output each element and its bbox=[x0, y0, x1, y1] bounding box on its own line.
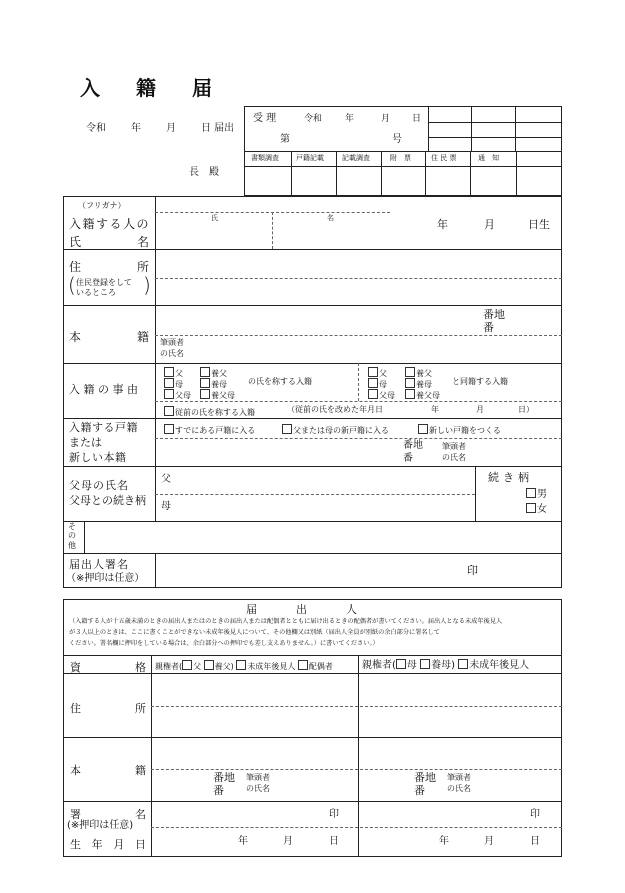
reason-former-month: 月 bbox=[476, 405, 484, 414]
relation-female: 女 bbox=[537, 504, 547, 515]
right-birth-day: 日 bbox=[530, 836, 540, 847]
target-parent-new: 父または母の新戸籍に入る bbox=[293, 426, 389, 435]
other-field[interactable] bbox=[86, 523, 560, 551]
reason-right-father-checkbox[interactable] bbox=[368, 367, 378, 377]
notifier-addr-label-2: 所 bbox=[135, 702, 146, 715]
notifier-sign-note: (※押印は任意) bbox=[67, 820, 134, 831]
father-name-field[interactable] bbox=[175, 468, 473, 492]
notifier-honseki-label-1: 本 bbox=[70, 764, 81, 777]
reason-right-adoptive-parents-checkbox[interactable] bbox=[405, 389, 415, 399]
right-qual-mother-checkbox[interactable] bbox=[396, 659, 406, 669]
reason-right-mother-checkbox[interactable] bbox=[368, 378, 378, 388]
mother-name-field[interactable] bbox=[175, 496, 473, 519]
title-char-1: 入 bbox=[80, 76, 102, 100]
person-label-shi: 氏 bbox=[69, 235, 82, 249]
reason-left-parents-checkbox[interactable] bbox=[164, 389, 174, 399]
notifier-honseki-label-2: 籍 bbox=[135, 764, 146, 777]
left-birth-year: 年 bbox=[238, 836, 248, 847]
target-label-3: 新しい本籍 bbox=[69, 451, 127, 464]
address-label-2: 所 bbox=[136, 260, 149, 274]
office-col-3: 記載調査 bbox=[342, 154, 370, 162]
right-birth-month: 月 bbox=[484, 836, 494, 847]
other-label-1: そ bbox=[68, 522, 76, 531]
juri-reiwa: 令和 bbox=[304, 114, 323, 124]
date-month: 月 bbox=[166, 123, 176, 134]
office-col-1: 書類調査 bbox=[251, 154, 279, 162]
reason-right-adoptive-parents: 養父母 bbox=[416, 391, 440, 400]
honseki-hittousha-2: の氏名 bbox=[160, 349, 184, 358]
reason-left-father-checkbox[interactable] bbox=[164, 367, 174, 377]
left-qual-spouse-checkbox[interactable] bbox=[298, 660, 308, 670]
right-qual-guardian: 未成年後見人 bbox=[469, 660, 530, 671]
reason-right-parents: 父母 bbox=[379, 391, 395, 400]
target-ban: 番 bbox=[403, 453, 413, 464]
birth-month: 月 bbox=[484, 218, 495, 231]
person-name-field[interactable] bbox=[157, 214, 389, 247]
left-qual-father: 父 bbox=[193, 662, 202, 671]
honseki-label-1: 本 bbox=[69, 330, 82, 344]
right-ban: 番 bbox=[414, 784, 425, 797]
notifier-left-address-field[interactable] bbox=[153, 675, 356, 735]
right-qual-shinkensha: 親権者( bbox=[362, 660, 396, 671]
address-label-1: 住 bbox=[69, 260, 82, 274]
reason-left-adoptive-father-checkbox[interactable] bbox=[200, 367, 210, 377]
honseki-hittousha-1: 筆頭者 bbox=[160, 338, 184, 347]
notifier-left-sign-field[interactable] bbox=[153, 803, 323, 825]
left-qual-adoptive-father-checkbox[interactable] bbox=[204, 660, 214, 670]
honseki-field[interactable] bbox=[157, 307, 477, 333]
furigana-label: （フリガナ） bbox=[78, 201, 126, 210]
reason-left-text: の氏を称する入籍 bbox=[248, 377, 312, 386]
office-col-2: 戸籍記載 bbox=[296, 154, 324, 162]
left-ban: 番 bbox=[213, 784, 224, 797]
target-existing: すでにある戸籍に入る bbox=[175, 426, 256, 435]
left-qual-guardian: 未成年後見人 bbox=[247, 662, 296, 671]
date-day-todokede: 日 届出 bbox=[201, 123, 235, 134]
reason-left-parents: 父母 bbox=[175, 391, 191, 400]
reason-left-adoptive-mother-checkbox[interactable] bbox=[200, 378, 210, 388]
honseki-label-2: 籍 bbox=[136, 330, 149, 344]
reason-former-note: （従前の氏を改めた年月日 bbox=[287, 405, 383, 414]
other-label-2: の bbox=[68, 531, 76, 540]
date-year: 年 bbox=[131, 123, 141, 134]
sub-shi: 氏 bbox=[211, 214, 218, 222]
parents-father: 父 bbox=[161, 474, 171, 485]
right-qual-guardian-checkbox[interactable] bbox=[458, 659, 468, 669]
address-note-2: いるところ bbox=[76, 288, 116, 297]
left-qual-adoptive-father: 養父) bbox=[214, 662, 234, 671]
dai-label: 第 bbox=[280, 134, 290, 145]
left-qual-guardian-checkbox[interactable] bbox=[236, 660, 246, 670]
reason-right-text: と同籍する入籍 bbox=[452, 377, 508, 386]
target-new: 新しい戸籍をつくる bbox=[429, 426, 501, 435]
juri-day: 日 bbox=[412, 114, 422, 124]
notifier-title-2: 出 bbox=[296, 603, 307, 616]
notifier-birth-label-2: 年 bbox=[91, 838, 103, 851]
title-char-3: 届 bbox=[192, 76, 214, 100]
addressee: 長 殿 bbox=[189, 167, 219, 178]
reason-left-adoptive-parents: 養父母 bbox=[211, 391, 235, 400]
right-hittousha-2: の氏名 bbox=[447, 784, 471, 793]
birth-year: 年 bbox=[437, 218, 448, 231]
reason-former-year: 年 bbox=[431, 405, 439, 414]
left-birth-month: 月 bbox=[283, 836, 293, 847]
person-label-mei: 名 bbox=[136, 235, 149, 249]
notifier-sign-label-1: 署 bbox=[70, 808, 81, 821]
left-seal: 印 bbox=[329, 809, 339, 820]
parents-label-1: 父母の氏名 bbox=[69, 479, 129, 492]
signature-field[interactable] bbox=[157, 555, 457, 586]
right-hittousha-1: 筆頭者 bbox=[447, 773, 471, 782]
left-qual-father-checkbox[interactable] bbox=[182, 660, 192, 670]
reason-left-adoptive-parents-checkbox[interactable] bbox=[200, 389, 210, 399]
left-hittousha-1: 筆頭者 bbox=[246, 773, 270, 782]
other-label-3: 他 bbox=[68, 541, 76, 550]
notifier-note-3: ください。署名欄に押印をしている場合は、余白部分への押印でも差し支えありません。）に書いてください。） bbox=[69, 640, 379, 647]
reason-right-parents-checkbox[interactable] bbox=[368, 389, 378, 399]
parents-mother: 母 bbox=[161, 501, 171, 512]
target-parent-new-checkbox[interactable] bbox=[282, 424, 292, 434]
left-birth-day: 日 bbox=[329, 836, 339, 847]
reason-former-day: 日） bbox=[518, 405, 534, 414]
juri-month: 月 bbox=[381, 114, 391, 124]
notifier-title-1: 届 bbox=[246, 603, 257, 616]
office-col-5: 住 民 票 bbox=[431, 154, 457, 162]
person-label: 入籍する人の bbox=[69, 217, 151, 231]
target-existing-checkbox[interactable] bbox=[164, 424, 174, 434]
right-qual-adoptive-mother: 養母) bbox=[431, 660, 455, 671]
birth-day: 日生 bbox=[528, 218, 550, 231]
address-field[interactable] bbox=[157, 251, 560, 303]
date-reiwa: 令和 bbox=[86, 123, 106, 134]
right-qual-mother: 母 bbox=[406, 660, 417, 671]
reason-right-adoptive-mother-checkbox[interactable] bbox=[405, 378, 415, 388]
signature-seal: 印 bbox=[467, 564, 478, 577]
reason-right-adoptive-mother: 養母 bbox=[416, 380, 432, 389]
reason-left-mother: 母 bbox=[175, 380, 183, 389]
target-hittousha-1: 筆頭者 bbox=[442, 442, 466, 451]
notifier-note-1: （入籍する人が十五歳未満のときの届出人またはのときの届出人または配偶者とともに届け出るときの配偶者が書いてください。届出人となる未成年後見人 bbox=[69, 618, 503, 625]
reason-right-adoptive-father: 養父 bbox=[416, 369, 432, 378]
sub-mei: 名 bbox=[327, 214, 334, 222]
right-birth-year: 年 bbox=[439, 836, 449, 847]
signature-label-1: 届出人署名 bbox=[69, 558, 129, 571]
reason-left-mother-checkbox[interactable] bbox=[164, 378, 174, 388]
left-qual-spouse: 配偶者 bbox=[308, 662, 333, 671]
qual-label-2: 格 bbox=[135, 661, 146, 674]
target-banchi: 番地 bbox=[403, 440, 423, 451]
target-new-checkbox[interactable] bbox=[418, 424, 428, 434]
reason-right-father: 父 bbox=[379, 369, 387, 378]
left-qual-shinkensha: 親権者( bbox=[155, 662, 183, 671]
reason-left-father: 父 bbox=[175, 369, 183, 378]
relation-male: 男 bbox=[537, 489, 547, 500]
target-hittousha-2: の氏名 bbox=[442, 453, 466, 462]
juri-label: 受 理 bbox=[253, 113, 277, 124]
honseki-banchi: 番地 bbox=[483, 308, 505, 321]
right-qual-adoptive-mother-checkbox[interactable] bbox=[420, 659, 430, 669]
reason-right-mother: 母 bbox=[379, 380, 387, 389]
relation-label: 続き柄 bbox=[488, 471, 533, 484]
notifier-birth-label-3: 月 bbox=[113, 838, 125, 851]
reason-former: 従前の氏を称する入籍 bbox=[175, 408, 255, 417]
reason-label: 入 籍 の 事 由 bbox=[69, 383, 138, 396]
juri-year: 年 bbox=[345, 114, 355, 124]
title-char-2: 籍 bbox=[136, 76, 158, 100]
office-col-4: 附 票 bbox=[390, 154, 411, 162]
notifier-addr-label-1: 住 bbox=[70, 702, 81, 715]
relation-male-checkbox[interactable] bbox=[526, 488, 536, 498]
right-banchi: 番地 bbox=[414, 771, 436, 784]
parents-label-2: 父母との続き柄 bbox=[69, 494, 146, 507]
notifier-title-3: 人 bbox=[346, 603, 357, 616]
notifier-sign-label-2: 名 bbox=[135, 808, 146, 821]
notifier-right-address-field[interactable] bbox=[360, 675, 560, 735]
notifier-birth-label-1: 生 bbox=[70, 838, 81, 851]
office-col-6: 通 知 bbox=[478, 154, 499, 162]
reason-left-adoptive-father: 養父 bbox=[211, 369, 227, 378]
target-label-1: 入籍する戸籍 bbox=[69, 421, 138, 434]
qual-label-1: 資 bbox=[70, 661, 81, 674]
left-banchi: 番地 bbox=[213, 771, 235, 784]
signature-label-2: （※押印は任意） bbox=[66, 573, 145, 584]
right-seal: 印 bbox=[530, 809, 540, 820]
left-hittousha-2: の氏名 bbox=[246, 784, 270, 793]
relation-female-checkbox[interactable] bbox=[526, 503, 536, 513]
reason-former-checkbox[interactable] bbox=[164, 406, 174, 416]
reason-left-adoptive-mother: 養母 bbox=[211, 380, 227, 389]
notifier-birth-label-4: 日 bbox=[134, 838, 146, 851]
address-note-1: 住民登録をして bbox=[76, 278, 132, 287]
honseki-ban: 番 bbox=[483, 321, 494, 334]
notifier-right-sign-field[interactable] bbox=[360, 803, 525, 825]
target-label-2: または bbox=[69, 436, 102, 449]
go-label: 号 bbox=[392, 134, 402, 145]
reason-right-adoptive-father-checkbox[interactable] bbox=[405, 367, 415, 377]
notifier-note-2: が３人以上のときは、ここに書くことができない未成年後見人について、その他欄又は別紙（届出人全員が別紙の余白部分に署名して bbox=[69, 629, 440, 636]
